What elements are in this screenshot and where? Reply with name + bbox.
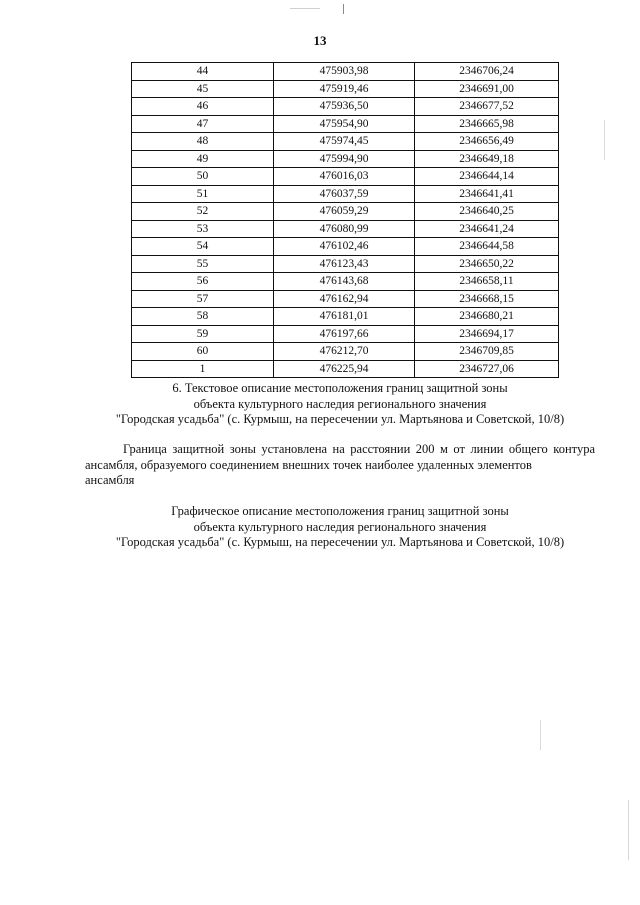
point-number-cell: 1 (132, 360, 274, 378)
section-6-heading (85, 381, 595, 428)
y-coordinate-cell: 2346644,58 (415, 238, 559, 256)
table-row (132, 150, 559, 168)
point-number-cell: 44 (132, 63, 274, 81)
scan-artifact (290, 8, 320, 9)
y-coordinate-cell: 2346709,85 (415, 343, 559, 361)
table-row (132, 98, 559, 116)
x-coordinate-cell: 475936,50 (274, 98, 415, 116)
x-coordinate-cell: 476143,68 (274, 273, 415, 291)
y-coordinate-cell: 2346644,14 (415, 168, 559, 186)
table-row (132, 133, 559, 151)
table-row (132, 115, 559, 133)
point-number-cell: 55 (132, 255, 274, 273)
y-coordinate-cell: 2346641,24 (415, 220, 559, 238)
y-coordinate-cell: 2346706,24 (415, 63, 559, 81)
y-coordinate-cell: 2346680,21 (415, 308, 559, 326)
x-coordinate-cell: 476016,03 (274, 168, 415, 186)
section-6-heading-line-2: объекта культурного наследия регионального значения (193, 396, 487, 411)
section-6-heading-line-3: "Городская усадьба" (с. Курмыш, на пересечении ул. Мартьянова и Советской, 10/8) (115, 412, 565, 426)
y-coordinate-cell: 2346656,49 (415, 133, 559, 151)
x-coordinate-cell: 476181,01 (274, 308, 415, 326)
point-number-cell: 60 (132, 343, 274, 361)
point-number-cell: 53 (132, 220, 274, 238)
table-row (132, 308, 559, 326)
table-row (132, 185, 559, 203)
graphic-heading-line-1: Графическое описание местоположения границ защитной зоны (171, 504, 509, 518)
y-coordinate-cell: 2346677,52 (415, 98, 559, 116)
table-row (132, 238, 559, 256)
x-coordinate-cell: 476225,94 (274, 360, 415, 378)
point-number-cell: 57 (132, 290, 274, 308)
graphic-heading-line-2: объекта культурного наследия регионального значения (193, 519, 487, 534)
section-6-paragraph-last-line: ансамбля (85, 473, 135, 487)
section-6-paragraph (85, 442, 595, 489)
x-coordinate-cell: 475994,90 (274, 150, 415, 168)
point-number-cell: 46 (132, 98, 274, 116)
point-number-cell: 49 (132, 150, 274, 168)
point-number-cell: 47 (132, 115, 274, 133)
point-number-cell: 48 (132, 133, 274, 151)
x-coordinate-cell: 475954,90 (274, 115, 415, 133)
y-coordinate-cell: 2346691,00 (415, 80, 559, 98)
section-6-paragraph-text: Граница защитной зоны установлена на расстоянии 200 м от линии общего контура ансамбля, образуемого соединением внешних точек наиболее удаленных элементов (85, 442, 595, 472)
point-number-cell: 51 (132, 185, 274, 203)
x-coordinate-cell: 475919,46 (274, 80, 415, 98)
graphic-description-heading (85, 504, 595, 551)
x-coordinate-cell: 476162,94 (274, 290, 415, 308)
scan-artifact (628, 800, 629, 860)
x-coordinate-cell: 475974,45 (274, 133, 415, 151)
point-number-cell: 50 (132, 168, 274, 186)
x-coordinate-cell: 476102,46 (274, 238, 415, 256)
point-number-cell: 58 (132, 308, 274, 326)
scan-artifact (604, 120, 605, 160)
y-coordinate-cell: 2346650,22 (415, 255, 559, 273)
page-number: 13 (313, 33, 327, 48)
table-row (132, 325, 559, 343)
x-coordinate-cell: 475903,98 (274, 63, 415, 81)
table-row (132, 203, 559, 221)
graphic-heading-line-3: "Городская усадьба" (с. Курмыш, на пересечении ул. Мартьянова и Советской, 10/8) (115, 535, 565, 549)
table-row (132, 360, 559, 378)
scan-artifact (540, 720, 541, 750)
table-row (132, 220, 559, 238)
section-6-heading-line-1: 6. Текстовое описание местоположения границ защитной зоны (172, 381, 508, 395)
y-coordinate-cell: 2346668,15 (415, 290, 559, 308)
y-coordinate-cell: 2346665,98 (415, 115, 559, 133)
table-row (132, 168, 559, 186)
table-row (132, 273, 559, 291)
x-coordinate-cell: 476080,99 (274, 220, 415, 238)
y-coordinate-cell: 2346640,25 (415, 203, 559, 221)
point-number-cell: 59 (132, 325, 274, 343)
point-number-cell: 54 (132, 238, 274, 256)
x-coordinate-cell: 476059,29 (274, 203, 415, 221)
point-number-cell: 52 (132, 203, 274, 221)
table-row (132, 343, 559, 361)
x-coordinate-cell: 476197,66 (274, 325, 415, 343)
x-coordinate-cell: 476212,70 (274, 343, 415, 361)
y-coordinate-cell: 2346658,11 (415, 273, 559, 291)
table-row (132, 255, 559, 273)
table-row (132, 80, 559, 98)
y-coordinate-cell: 2346694,17 (415, 325, 559, 343)
scan-artifact (343, 4, 344, 14)
point-number-cell: 56 (132, 273, 274, 291)
coordinates-table-body (132, 63, 559, 378)
y-coordinate-cell: 2346727,06 (415, 360, 559, 378)
table-row (132, 63, 559, 81)
y-coordinate-cell: 2346641,41 (415, 185, 559, 203)
y-coordinate-cell: 2346649,18 (415, 150, 559, 168)
x-coordinate-cell: 476123,43 (274, 255, 415, 273)
x-coordinate-cell: 476037,59 (274, 185, 415, 203)
point-number-cell: 45 (132, 80, 274, 98)
coordinates-table (131, 62, 559, 378)
table-row (132, 290, 559, 308)
